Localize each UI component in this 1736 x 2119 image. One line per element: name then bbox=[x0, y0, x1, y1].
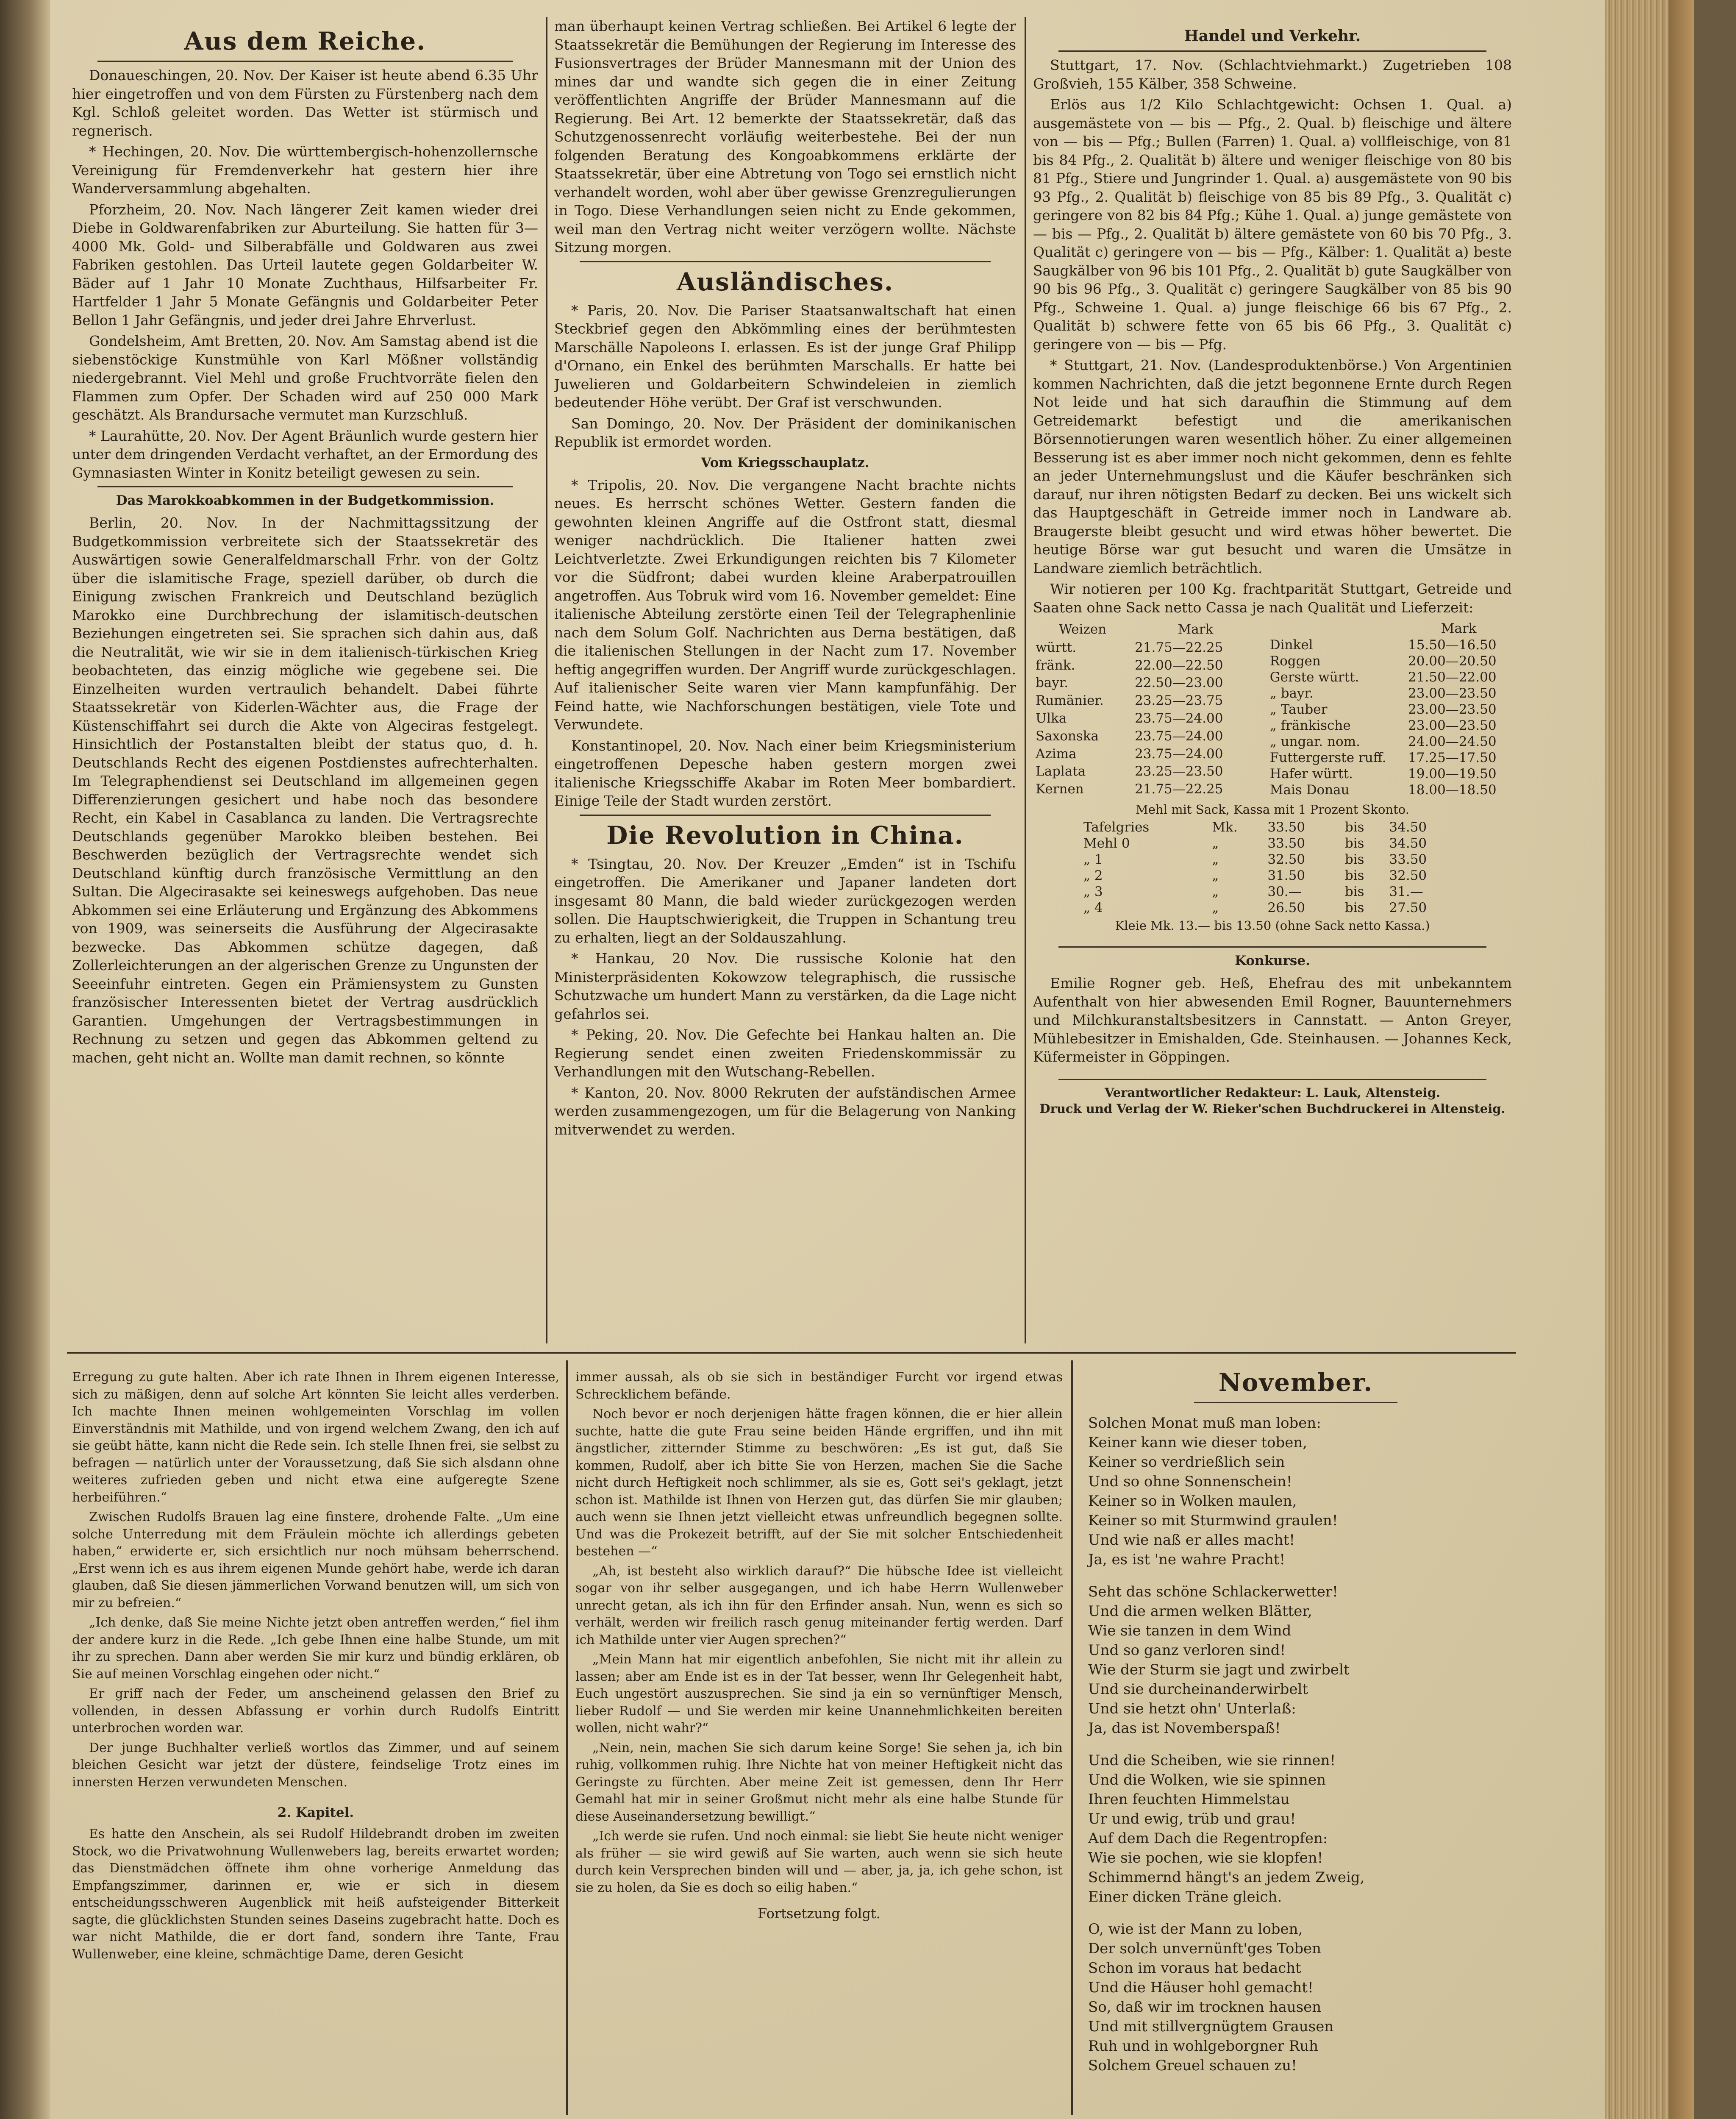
article-paragraph: * Stuttgart, 21. Nov. (Landesproduktenbörse.) Von Argentinien kommen Nachrichten, daß die jetzt begonnene Ernte durch Regen Not leide und hat sich daraufhin die Stimmung auf dem Getreidemarkt befestigt und die amerikanischen Börsennotierungen waren wesentlich höher. Zu einer allgemeinen Besserung ist es aber immer noch nicht gekommen, denn es fehlte an jeder Unternehmungslust und die Käufer beschränken sich darauf, nur ihren nötigsten Bedarf zu decken. Bei uns wickelt sich das Hauptgeschäft in Getreide immer noch in Landware ab. Braugerste bleibt gesucht und wird etwas höher bewertet. Die heutige Börse war gut besucht und waren die Umsätze in Landware ziemlich beträchtlich. bbox=[1033, 357, 1512, 576]
table-header: Weizen bbox=[1058, 621, 1107, 637]
feuilleton-divider bbox=[67, 1352, 1516, 1354]
table-cell: 33.50 bbox=[1389, 852, 1427, 867]
story-paragraph: „Ah, ist besteht also wirklich darauf?“ Die hübsche Idee ist vielleicht sogar von ihr selber ausgegangen, und ich habe Herrn Wullenweber unrecht getan, als ich ihn für den Erfinder ansah. Nun, wenn es sich so verhält, werden wir freilich rasch genug miteinander fertig werden. Darf ich Mathilde unter vier Augen sprechen?“ bbox=[575, 1563, 1063, 1647]
column-rule bbox=[1071, 1360, 1073, 2115]
table-row bbox=[1033, 674, 1259, 692]
article-paragraph: Pforzheim, 20. Nov. Nach längerer Zeit kamen wieder drei Diebe in Goldwarenfabriken zur Aburteilung. Sie hatten für 3—4000 Mk. Gold- und Silberabfälle und Goldwaren aus zwei Fabriken gestohlen. Das Urteil lautete gegen Goldarbeiter W. Bäder auf 1 Jahr 10 Monate Zuchthaus, Hilfsarbeiter Fr. Hartfelder 1 Jahr 5 Monate Gefängnis und Goldarbeiter Peter Bellon 1 Jahr Gefängnis, und jeder drei Jahre Ehrverlust. bbox=[72, 201, 538, 328]
table-row bbox=[1267, 685, 1512, 701]
table-row bbox=[1033, 639, 1259, 656]
poem-line: Keiner so in Wolken maulen, bbox=[1088, 1493, 1297, 1510]
table-cell: „ fränkische bbox=[1269, 718, 1351, 733]
poem-line: Ur und ewig, trüb und grau! bbox=[1088, 1810, 1296, 1827]
continuation-note: Fortsetzung folgt. bbox=[758, 1905, 880, 1922]
column-rule bbox=[566, 1360, 568, 2115]
poem-line: Und so ohne Sonnenschein! bbox=[1088, 1473, 1292, 1490]
section-header-marokkoabkommen: Das Marokkoabkommen in der Budgetkommission. bbox=[116, 493, 494, 508]
poem-title: November. bbox=[1218, 1368, 1373, 1397]
table-cell: 19.00—19.50 bbox=[1408, 766, 1497, 781]
story-paragraph: „Ich werde sie rufen. Und noch einmal: sie liebt Sie heute nicht weniger als früher — sie wird gewiß auf Sie warten, auch wenn sie sich heute durch kein Versprechen binden will und — aber, ja, ja, ich gehe schon, ist sie zu holen, da Sie es doch so eilig haben.“ bbox=[575, 1829, 1063, 1895]
section-divider bbox=[1058, 946, 1486, 948]
table-cell: „ 3 bbox=[1083, 884, 1103, 899]
table-cell: „ bbox=[1212, 852, 1219, 867]
poem-line: Ja, das ist Novemberspaß! bbox=[1088, 1720, 1281, 1737]
poem-stanzas bbox=[1084, 1413, 1508, 2075]
table-row bbox=[1267, 766, 1512, 782]
table-cell: 31.— bbox=[1389, 884, 1423, 899]
section-divider bbox=[97, 486, 513, 487]
table-cell: Mk. bbox=[1212, 820, 1238, 835]
article-paragraph: * Peking, 20. Nov. Die Gefechte bei Hankau halten an. Die Regierung sendet einen zweiten Friedenskommissär zu Verhandlungen mit den Wutschang-Rebellen. bbox=[554, 1026, 1016, 1080]
article-paragraph: man überhaupt keinen Vertrag schließen. Bei Artikel 6 legte der Staatssekretär die Bemühungen der Regierung im Interesse des Fusionsvertrages der Brüder Mannesmann mit der Union des mines dar und wandte sich gegen die in einer Zeitung veröffentlichten Angriffe der Brüder Mannesmann auf die Regierung. Bei Art. 12 bemerkte der Staatssekretär, daß das Schutzgenossenrecht vorläufig weiterbestehe. Bei der nun folgenden Beratung des Kongoabkommens erklärte der Staatssekretär, über eine Abtretung von Togo sei ernstlich nicht verhandelt worden, wohl aber über gewisse Grenzregulierungen in Togo. Diese Verhandlungen seien nicht zu Ende gekommen, weil man den Vertrag nicht weiter verzögern wollte. Nächste Sitzung morgen. bbox=[554, 18, 1016, 256]
table-cell: Futtergerste ruff. bbox=[1269, 750, 1386, 765]
table-cell: bis bbox=[1344, 820, 1364, 835]
table-cell: 23.00—23.50 bbox=[1408, 686, 1497, 701]
story-paragraph: „Mein Mann hat mir eigentlich anbefohlen, Sie nicht mit ihr allein zu lassen; aber am Ende ist es in der Tat besser, wenn Ihr Gelegenheit habt, Euch ungestört auszusprechen. Sie sind ja ein so vernünftiger Mensch, lieber Rudolf — und Sie werden mir keine Unannehmlichkeiten bereiten wollen, nicht wahr?“ bbox=[575, 1652, 1063, 1735]
price-tables bbox=[1033, 620, 1512, 798]
article-paragraph: Berlin, 20. Nov. In der Nachmittagssitzung der Budgetkommission verbreitete sich der Staatssekretär des Auswärtigen sowie Generalfeldmarschall Frhr. von der Goltz über die islamitische Frage, speziell darüber, ob durch die Einigung zwischen Frankreich und Deutschland bezüglich Marokko eine Durchbrechung der islamitisch-deutschen Beziehungen eingetreten sei. Sie sprachen sich dahin aus, daß die Neutralität, wie wir sie in dem italienisch-türkischen Krieg beobachteten, das einzig mögliche wie gegebene sei. Die Einzelheiten wurden vertraulich behandelt. Dabei führte Staatssekretär von Kiderlen-Wächter aus, die Frage der Küstenschiffahrt sei durch die Akte von Algeciras festgelegt. Hinsichtlich der Postanstalten bleibt der status quo, d. h. Deutschlands Recht des eigenen Postdienstes aufrechterhalten. Im Telegraphendienst sei Deutschland im allgemeinen gegen Differenzierungen gesichert und habe noch das besondere Recht, ein Kabel in Casablanca zu landen. Die Vertragsrechte Deutschlands gegenüber Marokko bleiben bestehen. Bei Beschwerden bezüglich der Vertragsrechte wendet sich Deutschland künftig durch französische Vermittlung an den Sultan. Die Algecirasakte sei keineswegs aufgehoben. Das neue Abkommen sei eine Erläuterung und Ergänzung des Abkommens von 1909, was seinerseits die Ausführung der Algecirasakte bezwecke. Das Abkommen schütze dagegen, daß Zollerleichterungen an der algerischen Grenze zu Ungunsten der Seeeinfuhr eintreten. Gegen ein Prämiensystem zu Gunsten französischer Interessenten bietet der Vertrag ausdrücklich Garantien. Umgehungen der Vertragsbestimmungen in Rechnung zu setzen und gegen das Abkommen geltend zu machen, geht nicht an. Wollte man damit rechnen, so könnte bbox=[72, 514, 538, 1066]
column-rule bbox=[546, 17, 547, 1343]
column-rule bbox=[1025, 17, 1026, 1343]
poem-line: Wie sie tanzen in dem Wind bbox=[1088, 1622, 1292, 1639]
table-cell: 23.00—23.50 bbox=[1408, 718, 1497, 733]
table-row bbox=[1081, 819, 1464, 835]
story-paragraph: immer aussah, als ob sie sich in beständiger Furcht vor irgend etwas Schrecklichem befände. bbox=[575, 1370, 1063, 1402]
story-paragraph: Zwischen Rudolfs Brauen lag eine finstere, drohende Falte. „Um eine solche Unterredung mit dem Fräulein möchte ich allerdings gebeten haben,“ erwiderte er, sich ersichtlich nur noch mühsam beherrschend. „Erst wenn ich es aus ihrem eigenen Munde gehört habe, werde ich daran glauben, daß Sie diesen jämmerlichen Vorwand benutzen will, um sich von mir zu befreien.“ bbox=[72, 1510, 559, 1610]
table-cell: 33.50 bbox=[1267, 820, 1305, 835]
table-cell: bis bbox=[1344, 868, 1364, 883]
table-row bbox=[1081, 835, 1464, 851]
table-cell: 34.50 bbox=[1389, 836, 1427, 851]
table-cell: fränk. bbox=[1036, 657, 1075, 673]
table-cell: Mehl 0 bbox=[1083, 836, 1130, 851]
poem-line: Und so ganz verloren sind! bbox=[1088, 1642, 1286, 1659]
table-cell: Ulka bbox=[1036, 710, 1067, 726]
kleie-price: Kleie Mk. 13.— bis 13.50 (ohne Sack netto Kassa.) bbox=[1115, 918, 1430, 933]
section-divider bbox=[1058, 50, 1486, 52]
article-paragraph: Wir notieren per 100 Kg. frachtparität Stuttgart, Getreide und Saaten ohne Sack netto Cassa je nach Qualität und Lieferzeit: bbox=[1033, 581, 1512, 616]
poem-line: Schon im voraus hat bedacht bbox=[1088, 1960, 1301, 1977]
table-cell: Saxonska bbox=[1036, 728, 1099, 744]
poem-line: Ruh und in wohlgeborgner Ruh bbox=[1088, 2038, 1319, 2055]
article-paragraph: Konstantinopel, 20. Nov. Nach einer beim Kriegsministerium eingetroffenen Depesche haben gestern morgen zwei italienische Kriegsschiffe Akabar im Roten Meer bombardiert. Einige Teile der Stadt wurden zerstört. bbox=[554, 737, 1016, 809]
article-paragraph: Emilie Rogner geb. Heß, Ehefrau des mit unbekanntem Aufenthalt von hier abwesenden Emil Rogner, Bauunternehmers und Milchkuranstaltsbesitzers in Cannstatt. — Anton Greyer, Mühlebesitzer in Emishalden, Gde. Steinhausen. — Johannes Keck, Küfermeister in Göppingen. bbox=[1033, 975, 1512, 1065]
column-auslaendisches bbox=[554, 17, 1016, 1339]
section-divider bbox=[97, 61, 513, 62]
story-paragraph: Es hatte den Anschein, als sei Rudolf Hildebrandt droben im zweiten Stock, wo die Privatwohnung Wullenwebers lag, bereits erwartet worden; das Dienstmädchen öffnete ihm ohne vorherige Anmeldung das Empfangszimmer, darinnen er, wie er sich in diesem entscheidungsschweren Augenblick mit heiß aufsteigender Bitterkeit sagte, die glücklichsten Stunden seines Daseins zugebracht hatte. Doch es war nicht Mathilde, die er dort fand, sondern ihre Tante, Frau Wullenweber, eine kleine, schmächtige Dame, deren Gesicht bbox=[72, 1827, 559, 1962]
article-paragraph: * Paris, 20. Nov. Die Pariser Staatsanwaltschaft hat einen Steckbrief gegen den Abkömmling eines der berühmtesten Marschälle Napoleons I. erlassen. Es ist der junge Graf Philipp d'Ornano, ein Enkel des berühmten Marschalls. Er hatte bei Juwelieren und Goldarbeitern Schwindeleien in ziemlich bedeutender Höhe verübt. Der Graf ist verschwunden. bbox=[554, 302, 1016, 411]
table-cell: Rumänier. bbox=[1036, 693, 1104, 709]
table-cell: „ bbox=[1212, 836, 1219, 851]
table-cell: bis bbox=[1344, 900, 1364, 915]
section-header-revolution-china: Die Revolution in China. bbox=[606, 820, 964, 850]
table-cell: Mais Donau bbox=[1269, 782, 1350, 798]
table-row bbox=[1267, 750, 1512, 766]
section-divider bbox=[580, 261, 991, 262]
poem-line: Wie der Sturm sie jagt und zwirbelt bbox=[1088, 1661, 1350, 1678]
table-cell: 31.50 bbox=[1267, 868, 1305, 883]
poem-line: Keiner kann wie dieser toben, bbox=[1088, 1434, 1308, 1451]
section-header-auslaendisches: Ausländisches. bbox=[676, 267, 894, 296]
table-cell: 23.75—24.00 bbox=[1135, 728, 1223, 744]
table-cell: „ 1 bbox=[1083, 852, 1103, 867]
table-cell: 21.75—22.25 bbox=[1135, 781, 1223, 797]
table-cell: 23.25—23.50 bbox=[1135, 764, 1223, 779]
article-paragraph: Stuttgart, 17. Nov. (Schlachtviehmarkt.) Zugetrieben 108 Großvieh, 155 Kälber, 358 Schweine. bbox=[1033, 57, 1512, 92]
table-row bbox=[1081, 851, 1464, 868]
table-cell: „ 4 bbox=[1083, 900, 1103, 915]
story-paragraph: „Nein, nein, machen Sie sich darum keine Sorge! Sie sehen ja, ich bin ruhig, vollkommen ruhig. Ihre Nichte hat von meiner Heftigkeit nicht das Geringste zu fürchten. Aber meine Zeit ist gemessen, denn Ihr Herr Gemahl hat mir in seiner Großmut nicht mehr als eine halbe Stunde für diese Auseinandersetzung bewilligt.“ bbox=[575, 1740, 1063, 1824]
section-divider bbox=[1194, 1402, 1397, 1403]
section-divider bbox=[1058, 1079, 1486, 1080]
table-cell: Tafelgries bbox=[1083, 820, 1150, 835]
story-paragraph: Er griff nach der Feder, um anscheinend gelassen den Brief zu vollenden, in dessen Abfassung er vorhin durch Rudolfs Eintritt unterbrochen worden war. bbox=[72, 1686, 559, 1735]
article-paragraph: * Tripolis, 20. Nov. Die vergangene Nacht brachte nichts neues. Es herrscht schönes Wetter. Gestern fanden die gewohnten kleinen Angriffe auf die Ostfront statt, diesmal weniger nachdrücklich. Die Italiener hatten zwei Leichtverletzte. Zwei Erkundigungen reichten bis 7 Kilometer vor die Südfront; dabei wurden kleine Araberpatrouillen angetroffen. Aus Tobruk wird vom 16. November gemeldet: Eine italienische Abteilung zerstörte einen Teil der Telegraphenlinie nach dem Solum Golf. Nachrichten aus Derna bestätigen, daß die italienischen Stellungen in der Nacht zum 17. November heftig angegriffen wurden. Der Angriff wurde zurückgeschlagen. Auf italienischer Seite waren vier Mann kampfunfähig. Der Feind hatte, wie Nachforschungen bestätigen, viele Tote und Verwundete. bbox=[554, 476, 1016, 733]
table-row bbox=[1081, 900, 1464, 916]
newspaper-page bbox=[50, 0, 1694, 2119]
table-row bbox=[1033, 656, 1259, 674]
table-row bbox=[1267, 701, 1512, 717]
impressum-verlag: Druck und Verlag der W. Rieker'schen Buchdruckerei in Altensteig. bbox=[1039, 1101, 1505, 1116]
table-cell: Kernen bbox=[1036, 781, 1084, 797]
table-row bbox=[1267, 669, 1512, 685]
poem-line: Ja, es ist 'ne wahre Pracht! bbox=[1088, 1551, 1285, 1568]
section-header-kriegsschauplatz: Vom Kriegsschauplatz. bbox=[701, 455, 869, 470]
table-cell: 18.00—18.50 bbox=[1408, 782, 1497, 798]
section-header-handel: Handel und Verkehr. bbox=[1184, 27, 1361, 45]
table-cell: 21.75—22.25 bbox=[1135, 640, 1223, 655]
article-paragraph: Donaueschingen, 20. Nov. Der Kaiser ist heute abend 6.35 Uhr hier eingetroffen und von dem Fürsten zu Fürstenberg nach dem Kgl. Schloß geleitet worden. Das Wetter ist stürmisch und regnerisch. bbox=[72, 67, 538, 139]
story-column-left bbox=[72, 1369, 559, 2106]
table-cell: bis bbox=[1344, 884, 1364, 899]
table-header: Mark bbox=[1441, 621, 1477, 636]
book-cover-edge bbox=[1669, 0, 1694, 2119]
table-row bbox=[1081, 868, 1464, 884]
poem-line: Und wie naß er alles macht! bbox=[1088, 1532, 1295, 1549]
table-cell: „ bbox=[1212, 884, 1219, 899]
table-cell: 23.25—23.75 bbox=[1135, 693, 1223, 709]
poem-line: Wie sie pochen, wie sie klopfen! bbox=[1088, 1849, 1323, 1866]
poem-line: Solchem Greuel schauen zu! bbox=[1088, 2057, 1297, 2074]
chapter-heading: 2. Kapitel. bbox=[277, 1805, 354, 1820]
table-row bbox=[1267, 653, 1512, 669]
poem-line: Solchen Monat muß man loben: bbox=[1088, 1415, 1321, 1432]
table-cell: 30.— bbox=[1267, 884, 1302, 899]
poem-stanza bbox=[1088, 1582, 1508, 1738]
table-cell: 23.75—24.00 bbox=[1135, 746, 1223, 762]
table-row bbox=[1033, 727, 1259, 745]
poem-line: Und mit stillvergnügtem Grausen bbox=[1088, 2018, 1334, 2035]
table-cell: „ bayr. bbox=[1269, 686, 1314, 701]
poem-line: Seht das schöne Schlackerwetter! bbox=[1088, 1583, 1338, 1600]
table-row bbox=[1267, 734, 1512, 750]
section-divider bbox=[580, 815, 991, 816]
poem-line: Ihren feuchten Himmelstau bbox=[1088, 1791, 1290, 1808]
table-row bbox=[1267, 717, 1512, 734]
poem-line: Und die Scheiben, wie sie rinnen! bbox=[1088, 1752, 1336, 1769]
poem-line: So, daß wir im trocknen hausen bbox=[1088, 1999, 1322, 2016]
article-paragraph: Erlös aus 1/2 Kilo Schlachtgewicht: Ochsen 1. Qual. a) ausgemästete von — bis — Pfg., 2. Qual. b) fleischige und ältere von — bis — Pfg.; Bullen (Farren) 1. Qual. a) vollfleischige, von 81 bis 84 Pfg., 2. Qualität b) ältere und weniger fleischige von 80 bis 81 Pfg., Stiere und Jungrinder 1. Qual. a) ausgemästete von 90 bis 93 Pfg., 2. Qualität b) fleischige von 85 bis 89 Pfg., 3. Qualität c) geringere von 82 bis 84 Pfg.; Kühe 1. Qual. a) junge gemästete von — bis — Pfg., 2. Qualität b) ältere gemästete von 60 bis 70 Pfg., 3. Qualität c) geringere von — bis — Pfg., Kälber: 1. Qualität a) beste Saugkälber von 96 bis 101 Pfg., 2. Qualität b) gute Saugkälber von 90 bis 96 Pfg., 3. Qualität c) geringere Saugkälber von 85 bis 90 Pfg., Schweine 1. Qual. a) junge fleischige 66 bis 67 Pfg., 2. Qualität b) schwere fette von 65 bis 66 Pfg., 3. Qualität c) geringere von — bis — Pfg. bbox=[1033, 96, 1512, 353]
article-paragraph: San Domingo, 20. Nov. Der Präsident der dominikanischen Republik ist ermordet worden. bbox=[554, 415, 1016, 450]
table-cell: Gerste württ. bbox=[1269, 670, 1359, 685]
table-cell: „ 2 bbox=[1083, 868, 1103, 883]
table-row bbox=[1033, 762, 1259, 780]
table-cell: Dinkel bbox=[1269, 637, 1313, 653]
table-cell: Azima bbox=[1036, 746, 1077, 762]
table-row bbox=[1267, 782, 1512, 798]
poem-line: Und die Wolken, wie sie spinnen bbox=[1088, 1771, 1326, 1788]
column-handel-verkehr bbox=[1033, 23, 1512, 1341]
table-cell: 22.50—23.00 bbox=[1135, 675, 1223, 691]
table-row bbox=[1033, 692, 1259, 709]
table-cell: Laplata bbox=[1036, 764, 1086, 779]
story-paragraph: Erregung zu gute halten. Aber ich rate Ihnen in Ihrem eigenen Interesse, sich zu mäßigen, denn auf solche Art könnten Sie leicht alles verderben. Ich machte Ihnen meinen wohlgemeinten Vorschlag im vollen Einverständnis mit Mathilde, und von irgend welchem Zwang, den ich auf sie geübt hätte, kann nicht die Rede sein. Ich stelle Ihnen frei, sie selbst zu befragen — natürlich unter der Voraussetzung, daß Sie sich alsdann ohne weiteres zufrieden geben und nicht etwa eine aufgeregte Szene herbeiführen.“ bbox=[72, 1370, 559, 1505]
table-cell: Roggen bbox=[1269, 653, 1321, 669]
poem-stanza bbox=[1088, 1413, 1508, 1569]
table-cell: 23.00—23.50 bbox=[1408, 702, 1497, 717]
table-header: Mark bbox=[1178, 621, 1214, 637]
poem-line: Und die Häuser hohl gemacht! bbox=[1088, 1979, 1314, 1996]
getreide-price-table bbox=[1267, 620, 1512, 798]
story-paragraph: „Ich denke, daß Sie meine Nichte jetzt oben antreffen werden,“ fiel ihm der andere kurz in die Rede. „Ich gebe Ihnen eine halbe Stunde, um mit ihr zu sprechen. Dann aber werden Sie mir kurz und bündig erklären, ob Sie auf meinen Vorschlag eingehen oder nicht.“ bbox=[72, 1615, 559, 1682]
article-paragraph: * Laurahütte, 20. Nov. Der Agent Bräunlich wurde gestern hier unter dem dringenden Verdacht verhaftet, an der Ermordung des Gymnasiasten Winter in Konitz beteiligt gewesen zu sein. bbox=[72, 427, 538, 481]
story-paragraph: Noch bevor er noch derjenigen hätte fragen können, die er hier allein suchte, hatte die gute Frau seine beiden Hände ergriffen, und ihn mit ängstlicher, zitternder Stimme zu beschwören: „Es ist gut, daß Sie kommen, Rudolf, aber ich bitte Sie von Herzen, machen Sie die Sache nicht durch Heftigkeit noch schlimmer, als sie es, Gott sei's geklagt, jetzt schon ist. Mathilde ist Ihnen von Herzen gut, das dürfen Sie mir glauben; auch wenn sie Ihnen jetzt vielleicht etwas unfreundlich begegnen sollte. Und was die Prokezeit betrifft, auf der Sie mit solcher Entschiedenheit bestehen —“ bbox=[575, 1407, 1063, 1559]
table-cell: bayr. bbox=[1036, 675, 1069, 691]
table-cell: 26.50 bbox=[1267, 900, 1305, 915]
poem-line: Und sie durcheinanderwirbelt bbox=[1088, 1681, 1308, 1698]
table-cell: Hafer württ. bbox=[1269, 766, 1353, 781]
poem-stanza bbox=[1088, 1919, 1508, 2075]
poem-line: Keiner so verdrießlich sein bbox=[1088, 1454, 1285, 1471]
mehl-price-table bbox=[1081, 819, 1464, 916]
table-cell: 15.50—16.50 bbox=[1408, 637, 1497, 653]
table-header bbox=[1267, 620, 1405, 637]
article-paragraph: * Kanton, 20. Nov. 8000 Rekruten der aufständischen Armee werden zusammengezogen, um für die Belagerung von Nanking mitverwendet zu werden. bbox=[554, 1084, 1016, 1138]
article-paragraph: * Hechingen, 20. Nov. Die württembergisch-hohenzollernsche Vereinigung für Fremdenverkehr hat gestern hier ihre Wanderversammlung abgehalten. bbox=[72, 143, 538, 197]
article-paragraph: Gondelsheim, Amt Bretten, 20. Nov. Am Samstag abend ist die siebenstöckige Kunstmühle von Karl Mößner vollständig niedergebrannt. Viel Mehl und große Fruchtvorräte fielen den Flammen zum Opfer. Der Schaden wird auf 250 000 Mark geschätzt. Als Brandursache vermutet man Kurzschluß. bbox=[72, 333, 538, 423]
poem-line: Schimmernd hängt's an jedem Zweig, bbox=[1088, 1869, 1365, 1886]
story-column-middle bbox=[575, 1369, 1063, 2106]
poem-line: Und die armen welken Blätter, bbox=[1088, 1603, 1312, 1620]
table-cell: „ ungar. nom. bbox=[1269, 734, 1360, 749]
table-cell: „ bbox=[1212, 868, 1219, 883]
poem-line: Auf dem Dach die Regentropfen: bbox=[1088, 1830, 1328, 1847]
table-cell: 33.50 bbox=[1267, 836, 1305, 851]
weizen-price-table bbox=[1033, 620, 1259, 798]
table-row bbox=[1081, 884, 1464, 900]
table-cell: 22.00—22.50 bbox=[1135, 657, 1223, 673]
table-cell: 27.50 bbox=[1389, 900, 1427, 915]
article-paragraph: * Tsingtau, 20. Nov. Der Kreuzer „Emden“ ist in Tschifu eingetroffen. Die Amerikaner und Japaner landeten dort insgesamt 80 Mann, die bald wieder zurückgezogen werden sollen. Die Hauptschwierigkeit, die Truppen in Schantung treu zu erhalten, liegt an der Soldauszahlung. bbox=[554, 855, 1016, 946]
poem-line: Und sie hetzt ohn' Unterlaß: bbox=[1088, 1700, 1296, 1717]
table-cell: 34.50 bbox=[1389, 820, 1427, 835]
poem-november bbox=[1084, 1365, 1508, 2111]
poem-line: O, wie ist der Mann zu loben, bbox=[1088, 1921, 1303, 1938]
table-cell: bis bbox=[1344, 852, 1364, 867]
section-header-aus-dem-reiche: Aus dem Reiche. bbox=[184, 27, 426, 56]
poem-line: Keiner so mit Sturmwind graulen! bbox=[1088, 1512, 1338, 1529]
table-cell: „ Tauber bbox=[1269, 702, 1328, 717]
table-cell: 24.00—24.50 bbox=[1408, 734, 1497, 749]
poem-line: Der solch unvernünft'ges Toben bbox=[1088, 1940, 1322, 1957]
article-paragraph: * Hankau, 20 Nov. Die russische Kolonie hat den Ministerpräsidenten Kokowzow telegraphisch, die russische Schutzwache um hundert Mann zu verstärken, da die Lage nicht gefahrlos sei. bbox=[554, 950, 1016, 1022]
table-row bbox=[1033, 709, 1259, 727]
poem-line: Einer dicken Träne gleich. bbox=[1088, 1888, 1282, 1905]
section-header-konkurse: Konkurse. bbox=[1235, 953, 1310, 968]
mehl-intro: Mehl mit Sack, Kassa mit 1 Prozent Skonto. bbox=[1136, 802, 1409, 817]
table-row bbox=[1033, 745, 1259, 763]
table-cell: bis bbox=[1344, 836, 1364, 851]
table-cell: württ. bbox=[1036, 640, 1077, 655]
table-cell: „ bbox=[1212, 900, 1219, 915]
table-cell: 23.75—24.00 bbox=[1135, 710, 1223, 726]
column-aus-dem-reiche bbox=[72, 23, 538, 1333]
table-row bbox=[1267, 637, 1512, 653]
impressum-redakteur: Verantwortlicher Redakteur: L. Lauk, Altensteig. bbox=[1104, 1085, 1441, 1100]
story-paragraph: Der junge Buchhalter verließ wortlos das Zimmer, und auf seinem bleichen Gesicht war jetzt der düstere, feindselige Trotz eines im innersten Herzen verwundeten Menschen. bbox=[72, 1740, 559, 1790]
scan-left-edge bbox=[0, 0, 50, 2119]
table-cell: 32.50 bbox=[1389, 868, 1427, 883]
table-cell: 32.50 bbox=[1267, 852, 1305, 867]
table-cell: 21.50—22.00 bbox=[1408, 670, 1497, 685]
table-cell: 20.00—20.50 bbox=[1408, 653, 1497, 669]
table-cell: 17.25—17.50 bbox=[1408, 750, 1497, 765]
poem-stanza bbox=[1088, 1751, 1508, 1907]
table-row bbox=[1033, 780, 1259, 798]
